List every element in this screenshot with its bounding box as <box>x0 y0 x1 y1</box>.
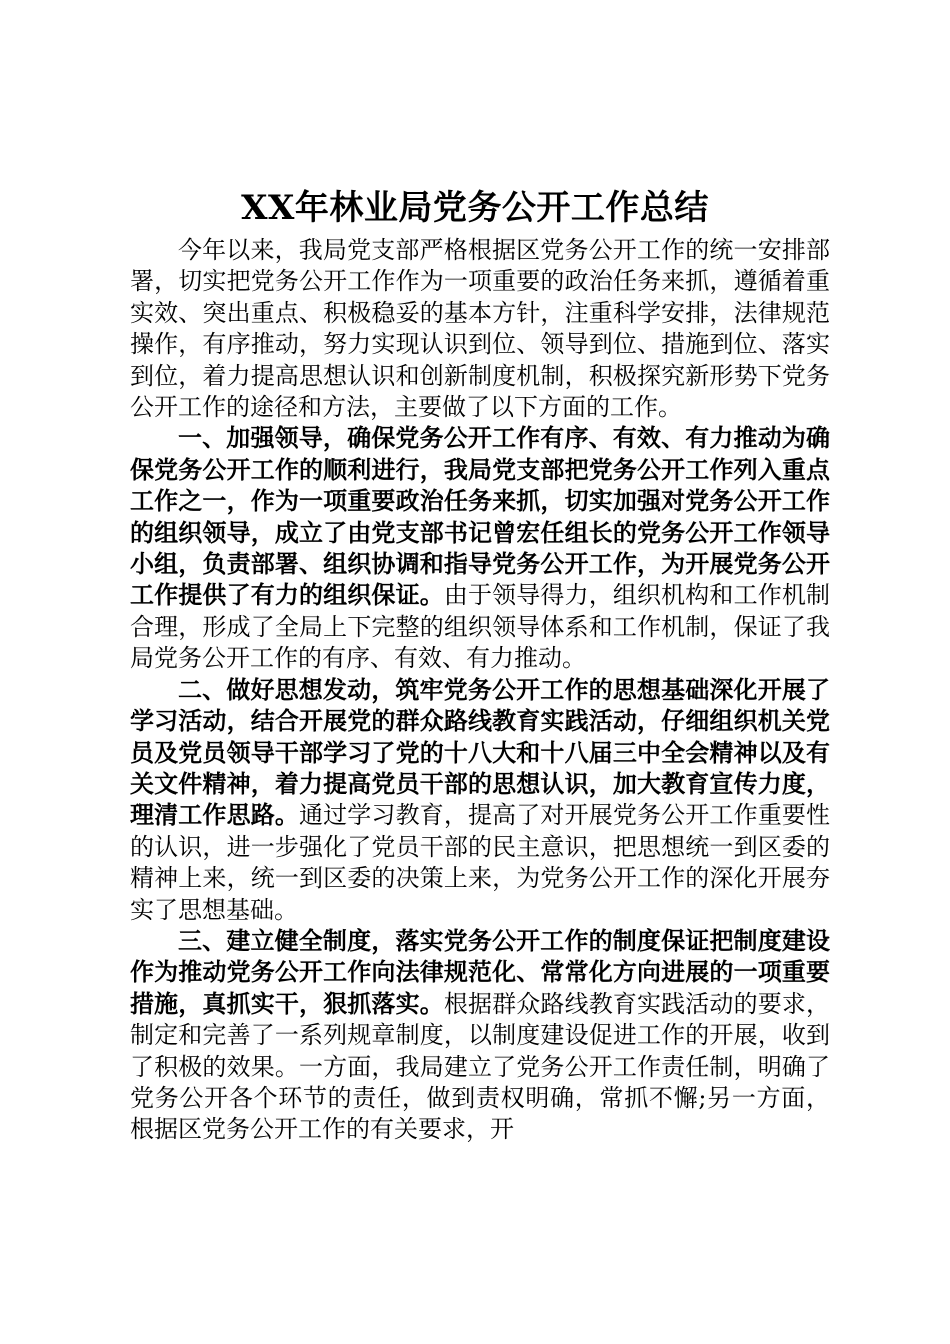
section-text-2: 通过学习教育，提高了对开展党务公开工作重要性的认识，进一步强化了党员干部的民主意识，把思想统一到区委的精神上来，统一到区委的决策上来，为党务公开工作的深化开展夯实了思想基础。 <box>130 801 830 924</box>
document-body <box>130 235 830 1146</box>
section-heading-3: 三、建立健全制度，落实党务公开工作的制度保证把制度建设作为推动党务公开工作向法律规范化、常常化方向进展的一项重要措施，真抓实干，狠抓落实。 <box>130 926 830 1018</box>
section-text-1: 由于领导得力，组织机构和工作机制合理，形成了全局上下完整的组织领导体系和工作机制，保证了我局党务公开工作的有序、有效、有力推动。 <box>130 581 831 673</box>
section-paragraph-3 <box>130 926 830 1146</box>
intro-paragraph: 今年以来，我局党支部严格根据区党务公开工作的统一安排部署，切实把党务公开工作作为一项重要的政治任务来抓，遵循着重实效、突出重点、积极稳妥的基本方针，注重科学安排，法律规范操作，有序推动，努力实现认识到位、领导到位、措施到位、落实到位，着力提高思想认识和创新制度机制，积极探究新形势下党务公开工作的途径和方法，主要做了以下方面的工作。 <box>130 236 830 422</box>
section-paragraph-1 <box>130 423 830 674</box>
document-title: XX年林业局党务公开工作总结 <box>241 188 709 228</box>
section-text-3: 根据群众路线教育实践活动的要求，制定和完善了一系列规章制度，以制度建设促进工作的开展，收到了积极的效果。一方面，我局建立了党务公开工作责任制，明确了党务公开各个环节的责任，做到责权明确，常抓不懈;另一方面，根据区党务公开工作的有关要求，开 <box>130 989 831 1144</box>
section-heading-1: 一、加强领导，确保党务公开工作有序、有效、有力推动为确保党务公开工作的顺利进行，我局党支部把党务公开工作列入重点工作之一，作为一项重要政治任务来抓，切实加强对党务公开工作的组织领导，成立了由党支部书记曾宏任组长的党务公开工作领导小组，负责部署、组织协调和指导党务公开工作，为开展党务公开工作提供了有力的组织保证。 <box>130 424 830 610</box>
section-paragraph-2 <box>130 675 830 926</box>
section-heading-2: 二、做好思想发动，筑牢党务公开工作的思想基础深化开展了学习活动，结合开展党的群众路线教育实践活动，仔细组织机关党员及党员领导干部学习了党的十八大和十八届三中全会精神以及有关文件精神，着力提高党员干部的思想认识，加大教育宣传力度，理清工作思路。 <box>130 675 830 830</box>
